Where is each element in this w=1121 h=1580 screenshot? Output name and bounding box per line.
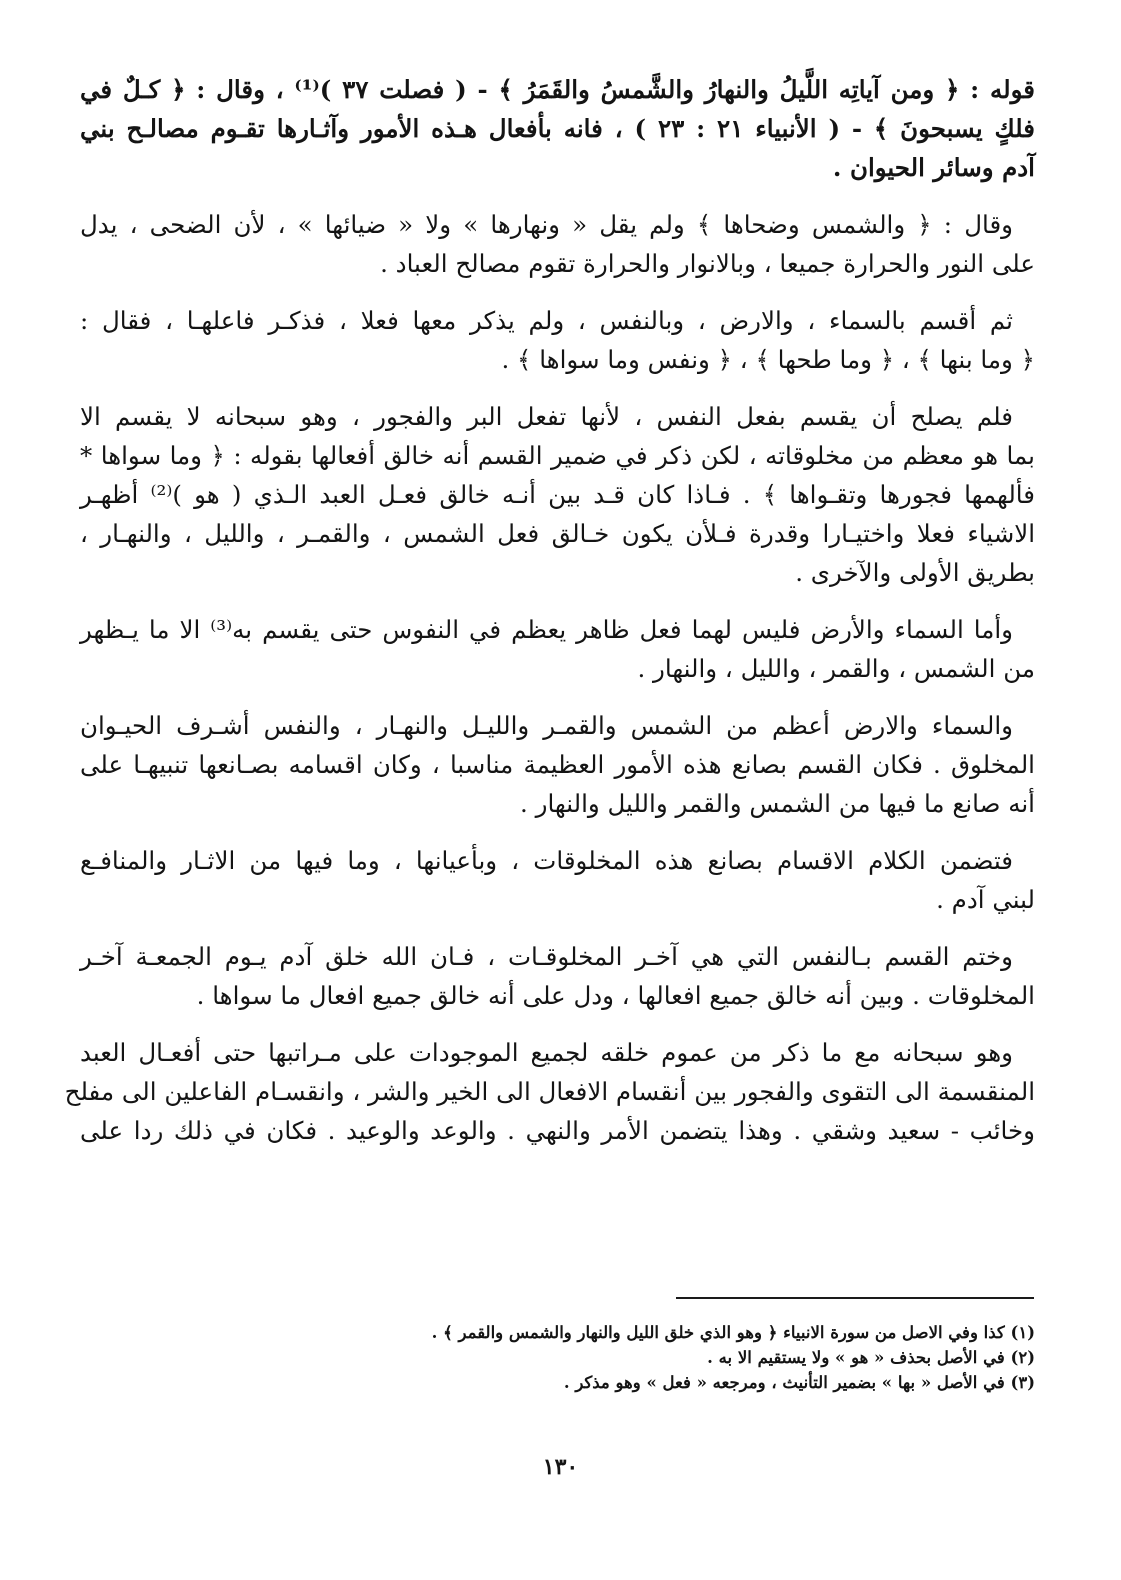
paragraph-3 (80, 301, 1035, 379)
text-line: لبني آدم . (936, 885, 1035, 914)
text-line: ثم أقسم بالسماء ، والارض ، وبالنفس ، ولم يذكر معها فعلا ، فذكـر فاعلهـا ، فقال : (80, 306, 1013, 335)
footnote-1: (١) كذا وفي الاصل من سورة الانبياء ﴿ وهو الذي خلق الليل والنهار والشمس والقمر ﴾ . (431, 1323, 1035, 1342)
page-body (64, 70, 1035, 1168)
paragraph-8 (80, 937, 1035, 1015)
text-line: آدم وسائر الحيوان . (832, 153, 1035, 182)
text-line: وختم القسم بـالنفس التي هي آخـر المخلوقـات ، فـان الله خلق آدم يـوم الجمعـة آخـر (80, 942, 1013, 971)
text-line: الاشياء فعلا واختيـارا وقدرة فـلأن يكون خـالق فعل الشمس ، والقمـر ، والليل ، والنهـار ، (80, 519, 1035, 548)
paragraph-4 (80, 397, 1035, 592)
paragraph-2 (80, 205, 1035, 283)
text-line: ﴿ وما بنها ﴾ ، ﴿ وما طحها ﴾ ، ﴿ ونفس وما سواها ﴾ . (501, 345, 1035, 374)
paragraph-1 (80, 70, 1035, 187)
text-line: والسماء والارض أعظم من الشمس والقمـر والليـل والنهـار ، والنفس أشـرف الحيـوان (80, 711, 1013, 740)
text-line: وأما السماء والأرض فليس لهما فعل ظاهر يعظم في النفوس حتى يقسم به⁽³⁾ الا ما يـظهر (80, 615, 1014, 644)
paragraph-7 (80, 841, 1035, 919)
text-line: قوله : ﴿ ومن آياتِه اللَّيلُ والنهارُ والشَّمسُ والقَمَرُ ﴾ - ( فصلت ٣٧ )⁽¹⁾ ، وقال : ﴿ كـلٌ في (80, 75, 1035, 104)
footnote-2: (٢) في الأصل بحذف « هو » ولا يستقيم الا به . (707, 1348, 1035, 1367)
page-number: ١٣٠ (542, 1454, 579, 1480)
text-line: من الشمس ، والقمر ، والليل ، والنهار . (637, 654, 1035, 683)
text-line: المخلوقات . وبين أنه خالق جميع افعالها ، ودل على أنه خالق جميع افعال ما سواها . (196, 981, 1035, 1010)
text-line: بما هو معظم من مخلوقاته ، لكن ذكر في ضمير القسم أنه خالق أفعالها بقوله : ﴿ وما سواها * (80, 441, 1035, 470)
text-line: وقال : ﴿ والشمس وضحاها ﴾ ولم يقل « ونهارها » ولا « ضيائها » ، لأن الضحى ، يدل (80, 210, 1013, 239)
text-line: على النور والحرارة جميعا ، وبالانوار والحرارة تقوم مصالح العباد . (380, 249, 1035, 278)
text-line: فألهمها فجورها وتقـواها ﴾ . فـاذا كان قـد بين أنـه خالق فعـل العبد الـذي ( هو )⁽²⁾ أظهـر (80, 480, 1035, 509)
text-line: المخلوق . فكان القسم بصانع هذه الأمور العظيمة مناسبا ، وكان اقسامه بصـانعها تنبيهـا على (80, 750, 1035, 779)
text-line: المنقسمة الى التقوى والفجور بين أنقسام الافعال الى الخير والشر ، وانقسـام الفاعلين الى مفلح (64, 1077, 1035, 1106)
text-line: بطريق الأولى والآخرى . (795, 558, 1035, 587)
footnotes (335, 1320, 1035, 1395)
paragraph-9 (64, 1033, 1035, 1150)
text-line: فلم يصلح أن يقسم بفعل النفس ، لأنها تفعل البر والفجور ، وهو سبحانه لا يقسم الا (80, 402, 1013, 431)
paragraph-6 (80, 706, 1035, 823)
text-line: وخائب - سعيد وشقي . وهذا يتضمن الأمر والنهي . والوعد والوعيد . فكان في ذلك ردا على (80, 1116, 1035, 1145)
footnote-divider (676, 1297, 1034, 1299)
text-line: وهو سبحانه مع ما ذكر من عموم خلقه لجميع الموجودات على مـراتبها حتى أفعـال العبد (80, 1038, 1013, 1067)
footnote-3: (٣) في الأصل « بها » بضمير التأنيث ، ومرجعه « فعل » وهو مذكر . (563, 1373, 1035, 1392)
text-line: أنه صانع ما فيها من الشمس والقمر والليل والنهار . (520, 789, 1035, 818)
paragraph-5 (80, 610, 1035, 688)
text-line: فتضمن الكلام الاقسام بصانع هذه المخلوقات ، وبأعيانها ، وما فيها من الاثـار والمنافـع (80, 846, 1013, 875)
text-line: فلكٍ يسبحونَ ﴾ - ( الأنبياء ٢١ : ٢٣ ) ، فانه بأفعال هـذه الأمور وآثـارها تقـوم مصالـح بني (80, 114, 1035, 143)
